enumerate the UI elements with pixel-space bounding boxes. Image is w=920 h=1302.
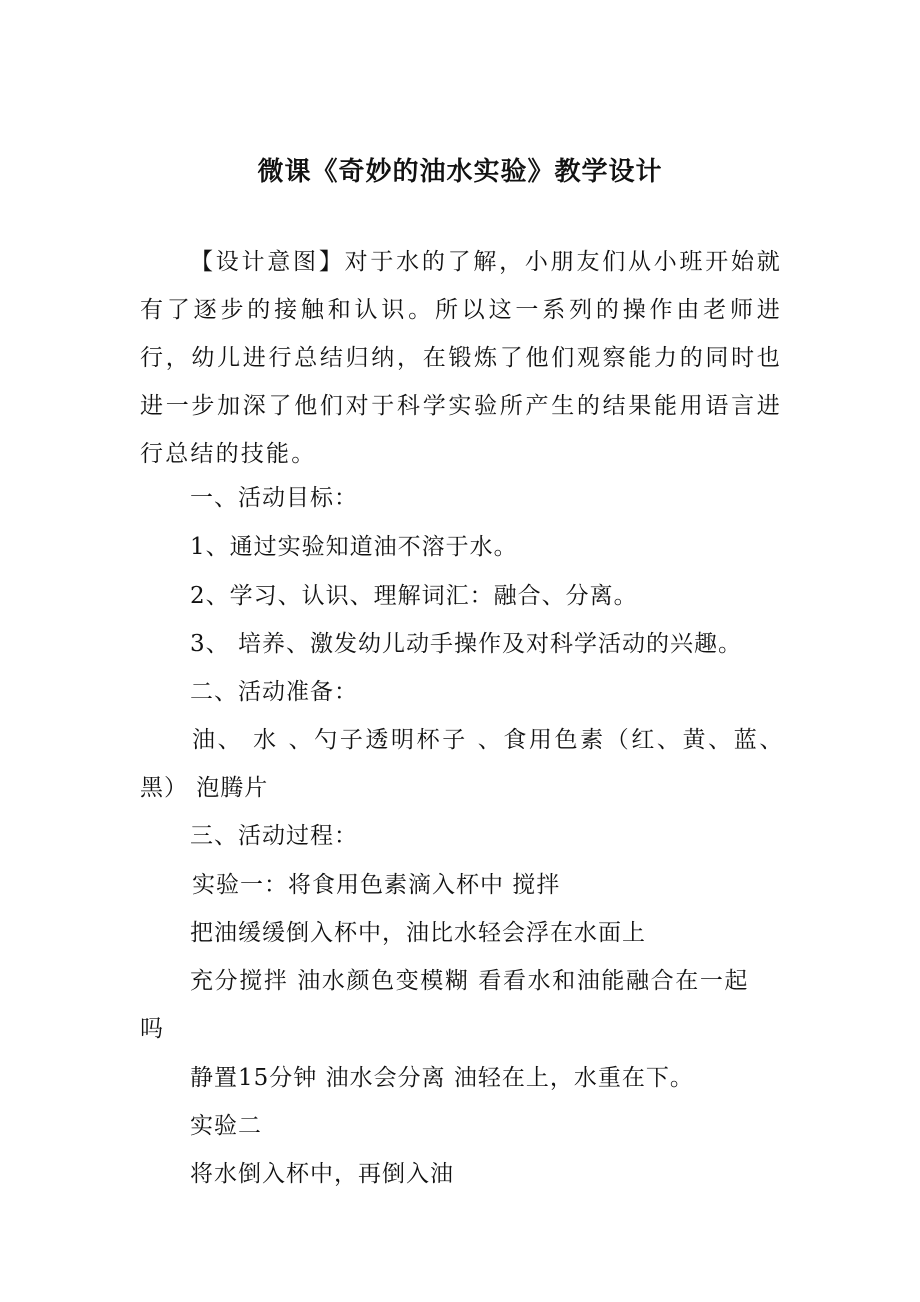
experiment-2-title: 实验二 xyxy=(190,1113,262,1139)
experiment-2-step-1: 将水倒入杯中，再倒入油 xyxy=(190,1161,454,1187)
section-heading-preparation: 二、活动准备： xyxy=(190,679,358,705)
materials-line-1: 油、 水 、勺子透明杯子 、食用色素（红、黄、蓝、 xyxy=(192,727,785,753)
experiment-1-step-2-line-1: 充分搅拌 油水颜色变模糊 看看水和油能融合在一起 xyxy=(190,968,750,994)
goal-item-1: 1、通过实验知道油不溶于水。 xyxy=(190,534,518,560)
experiment-1-title: 实验一：将食用色素滴入杯中 搅拌 xyxy=(192,872,561,898)
design-intent-paragraph: 【设计意图】对于水的了解，小朋友们从小班开始就有了逐步的接触和认识。所以这一系列的操作由老师进行，幼儿进行总结归纳，在锻炼了他们观察能力的同时也进一步加深了他们对于科学实验所产生的结果能用语言进行总结的技能。 xyxy=(140,249,782,467)
document-title: 微课《奇妙的油水实验》教学设计 xyxy=(257,157,663,187)
experiment-1-step-2-line-2: 吗 xyxy=(140,1016,164,1042)
goal-item-2: 2、学习、认识、理解词汇：融合、分离。 xyxy=(190,583,638,609)
section-heading-process: 三、活动过程： xyxy=(190,823,358,849)
materials-line-2: 黑） 泡腾片 xyxy=(140,775,269,801)
section-heading-goals: 一、活动目标： xyxy=(190,485,358,511)
experiment-1-step-1: 把油缓缓倒入杯中，油比水轻会浮在水面上 xyxy=(190,920,646,946)
goal-item-3: 3、 培养、激发幼儿动手操作及对科学活动的兴趣。 xyxy=(190,631,742,657)
experiment-1-step-3: 静置15分钟 油水会分离 油轻在上，水重在下。 xyxy=(190,1065,694,1091)
